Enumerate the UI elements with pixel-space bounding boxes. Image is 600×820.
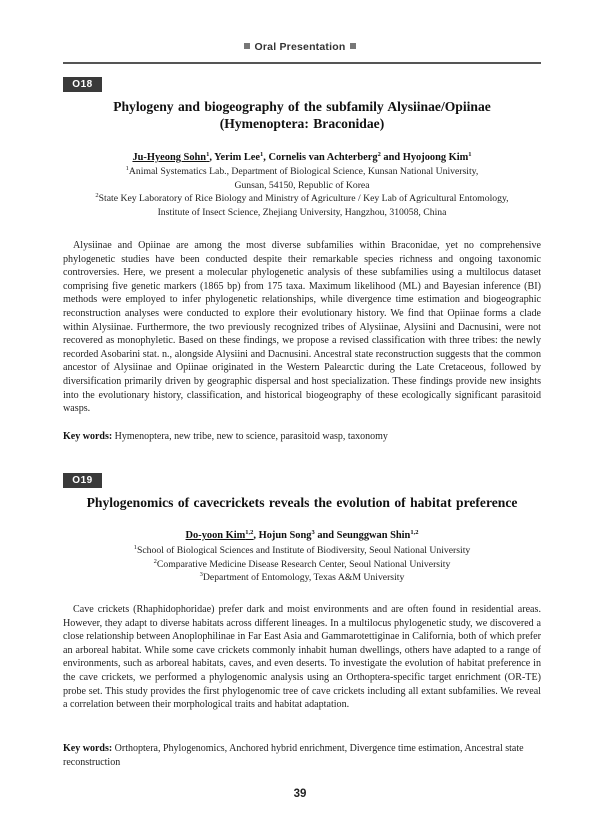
affil-text: Institute of Insect Science, Zhejiang University, Hangzhou, 310058, China [157,206,447,218]
author-name: Cornelis van Achterberg [268,152,378,163]
affil-text: Animal Systematics Lab., Department of Biological Science, Kunsan National University, [128,166,479,177]
author-name: Ju-Hyeong Sohn [132,152,207,163]
author-affil-sup: 3 [311,529,315,536]
affiliation-line [63,544,541,558]
abstract-code-badge: O19 [63,473,102,488]
section-header-label: Oral Presentation [254,41,346,53]
author-affil-sup: 1,2 [245,529,254,536]
abstract-paragraph: Alysiinae and Opiinae are among the most diverse subfamilies within Braconidae, yet no comprehensive phylogenetic studies have been conducted despite their remarkable species richness and ongoing taxonomic controversies. Here, we present a molecular phylogenetic analysis of these subfamilies using a multilocus dataset comprising five genetic markers (1865 bp) from 175 taxa. Maximum likelihood (ML) and Bayesian inference (BI) methods were employed to infer phylogenetic relationships, while divergence time estimation and biogeographic reconstruction analyses were conducted to explore their evolutionary history. We find that Opiinae forms a clade within Alysiinae. Furthermore, the two previously recognized tribes of Alysiinae, Alysiini and Dacnusini, were not recovered as monophyletic. Based on these findings, we propose a revised classification with three tribes: the newly recorded Asobarini stat. n., alongside Alysiini and Dacnusini. Ancestral state reconstruction suggests that the common ancestor of Alysiinae and Opiinae originated in the Western Palearctic during the Late Cretaceous, followed by diversification primarily driven by geographic dispersal and host specialization. These findings provide new insights into the evolutionary history, classification, and historical biogeography of these ecologically significant parasitoid wasps. [63,240,541,415]
square-bullet-icon [350,43,356,49]
abstract-title-line: Phylogeny and biogeography of the subfamily Alysiinae/Opiinae [113,99,491,114]
affiliation-line [63,165,541,179]
keywords-label: Key words: [63,743,113,754]
author-affil-sup: 1 [206,151,210,158]
author-name: Seunggwan Shin [336,530,411,541]
author-affil-sup: 1 [468,151,472,158]
keywords-text: Hymenoptera, new tribe, new to science, parasitoid wasp, taxonomy [114,431,388,442]
square-bullet-icon [244,43,250,49]
abstract-title [63,494,541,511]
page-number: 39 [293,788,307,800]
section-header [0,41,600,53]
author-name: Hojun Song [258,530,312,541]
author-affil-sup: 1,2 [410,529,419,536]
affil-sup: 1 [125,165,129,172]
affiliation-line [63,571,541,585]
abstract-body [63,239,541,416]
affiliation-list [63,165,541,219]
affil-text: State Key Laboratory of Rice Biology and Ministry of Agriculture / Key Lab of Agricultural Entomology, [98,193,509,204]
author-name: Yerim Lee [214,152,261,163]
affil-sup: 2 [153,557,157,565]
presenting-author [186,530,254,541]
keywords [63,430,541,444]
affil-sup: 3 [199,571,203,578]
author-affil-sup: 1 [260,151,264,158]
affil-text: Gunsan, 54150, Republic of Korea [234,179,370,191]
affiliation-line [63,206,541,220]
abstract-paragraph: Cave crickets (Rhaphidophoridae) prefer dark and moist environments and are often found in residential areas. However, they adapt to diverse habitats across different lineages. In a multilocus phylogenetic study, we discovered a close relationship between Anoplophilinae in Far East Asia and Gammarotettiginae in California, both of which prefer an arboreal habitat. While some cave crickets commonly inhabit human dwellings, others have adapted to a range of environments, such as arboreal habitats, caves, and even deserts. To investigate the evolution of habitat preference in the cave crickets, we performed a phylogenomic analysis using an Orthoptera-specific target enrichment (OR-TE) probe set. This study provides the first phylogenomic tree of cave crickets including all extant subfamilies. We reveal a correlation between their morphological traits and habitat adaptation. [63,604,541,711]
affil-text: Comparative Medicine Disease Research Center, Seoul National University [156,558,451,570]
affiliation-list [63,544,541,585]
keywords [63,742,541,769]
abstract-title-line: Phylogenomics of cavecrickets reveals the evolution of habitat preference [86,495,518,510]
author-name: Do-yoon Kim [185,530,246,541]
author-list: Ju-Hyeong Sohn$^1$, Yerim Lee$^1$, Cornelis van Achterberg$^2$ and Hyojoong Kim$^1$ [132,151,472,163]
affil-text: School of Biological Sciences and Institute of Biodiversity, Seoul National University [136,545,471,556]
author-affil-sup: 2 [377,151,381,158]
abstract-code-badge: O18 [63,77,102,92]
affiliation-line [63,558,541,572]
affil-text: Department of Entomology, Texas A&M University [202,572,405,583]
author-list: Do-yoon Kim$^{1,2}$, Hojun Song$^3$ and Seunggwan Shin$^{1,2}$ [185,529,419,541]
abstract-title [63,98,541,132]
abstract-body [63,603,541,712]
keywords-text: Orthoptera, Phylogenomics, Anchored hybrid enrichment, Divergence time estimation, Ancestral state reconstruction [63,743,524,768]
header-divider [63,62,541,64]
affiliation-line [63,179,541,193]
keywords-label: Key words: [63,431,113,442]
presenting-author [132,152,209,163]
affiliation-line [63,192,541,206]
abstract-title-line: (Hymenoptera: Braconidae) [219,116,385,131]
affil-sup: 2 [95,192,99,199]
affil-sup: 1 [133,544,137,551]
author-name: Hyojoong Kim [402,152,469,163]
